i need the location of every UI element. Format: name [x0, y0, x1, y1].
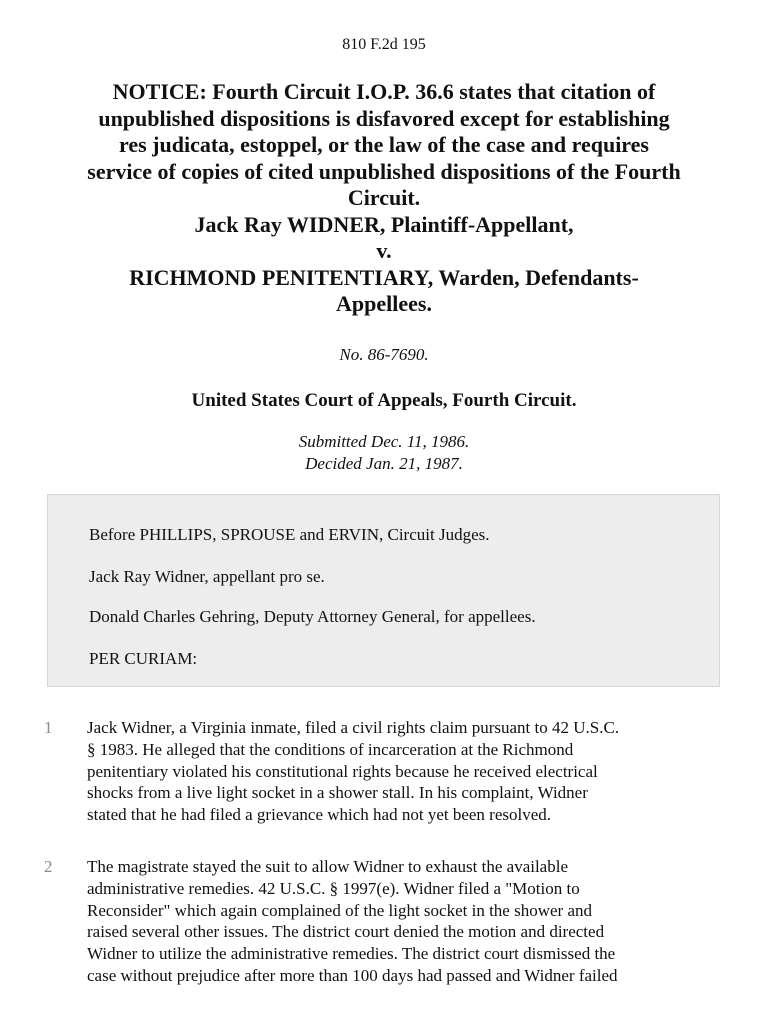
- paragraph-line: penitentiary violated his constitutional rights because he received electrical: [87, 761, 598, 781]
- paragraph-line: raised several other issues. The district court denied the motion and directed: [87, 922, 605, 942]
- paragraph-line: administrative remedies. 42 U.S.C. § 1997(e). Widner filed a "Motion to: [87, 878, 580, 898]
- paragraph-text: [87, 856, 727, 987]
- paragraph-line: § 1983. He alleged that the conditions of incarceration at the Richmond: [87, 739, 574, 759]
- case-dates: [0, 431, 768, 475]
- party-line-versus: v.: [376, 238, 392, 263]
- notice-line: res judicata, estoppel, or the law of the case and requires: [118, 132, 649, 157]
- party-line-appellee: RICHMOND PENITENTIARY, Warden, Defendants-: [129, 264, 639, 290]
- paragraph-number: 2: [44, 857, 53, 876]
- decided-date: Decided Jan. 21, 1987.: [305, 454, 463, 473]
- submitted-date: Submitted Dec. 11, 1986.: [298, 432, 470, 451]
- paragraph-line: case without prejudice after more than 100 days had passed and Widner failed: [87, 965, 618, 985]
- notice-line: NOTICE: Fourth Circuit I.O.P. 36.6 states that citation of: [112, 79, 656, 104]
- case-panel-box: [47, 494, 720, 687]
- case-heading: [40, 79, 728, 318]
- party-line-appellee-cont: Appellees.: [336, 291, 432, 316]
- paragraph-line: stated that he had filed a grievance which had not yet been resolved.: [87, 805, 552, 825]
- paragraph-line: Jack Widner, a Virginia inmate, filed a civil rights claim pursuant to 42 U.S.C.: [87, 718, 620, 737]
- appellant-counsel: Jack Ray Widner, appellant pro se.: [89, 567, 325, 586]
- notice-line: service of copies of cited unpublished dispositions of the Fourth: [87, 158, 681, 184]
- paragraph-line: Widner to utilize the administrative remedies. The district court dismissed the: [87, 944, 616, 964]
- per-curiam-label: PER CURIAM:: [89, 649, 198, 668]
- paragraph-line: Reconsider" which again complained of the light socket in the shower and: [87, 900, 592, 920]
- court-name: United States Court of Appeals, Fourth Circuit.: [191, 390, 577, 411]
- case-citation: 810 F.2d 195: [342, 36, 426, 53]
- party-line-appellant: Jack Ray WIDNER, Plaintiff-Appellant,: [194, 211, 574, 237]
- docket-number: No. 86-7690.: [339, 345, 429, 364]
- appellee-counsel: Donald Charles Gehring, Deputy Attorney General, for appellees.: [89, 607, 536, 626]
- paragraph-line: The magistrate stayed the suit to allow Widner to exhaust the available: [87, 857, 568, 876]
- paragraph-text: [87, 717, 727, 826]
- paragraph-line: shocks from a live light socket in a shower stall. In his complaint, Widner: [87, 783, 588, 803]
- notice-line: unpublished dispositions is disfavored except for establishing: [98, 105, 670, 131]
- paragraph-number: 1: [44, 718, 53, 737]
- notice-line: Circuit.: [347, 185, 421, 210]
- panel-judges: Before PHILLIPS, SPROUSE and ERVIN, Circuit Judges.: [89, 525, 490, 544]
